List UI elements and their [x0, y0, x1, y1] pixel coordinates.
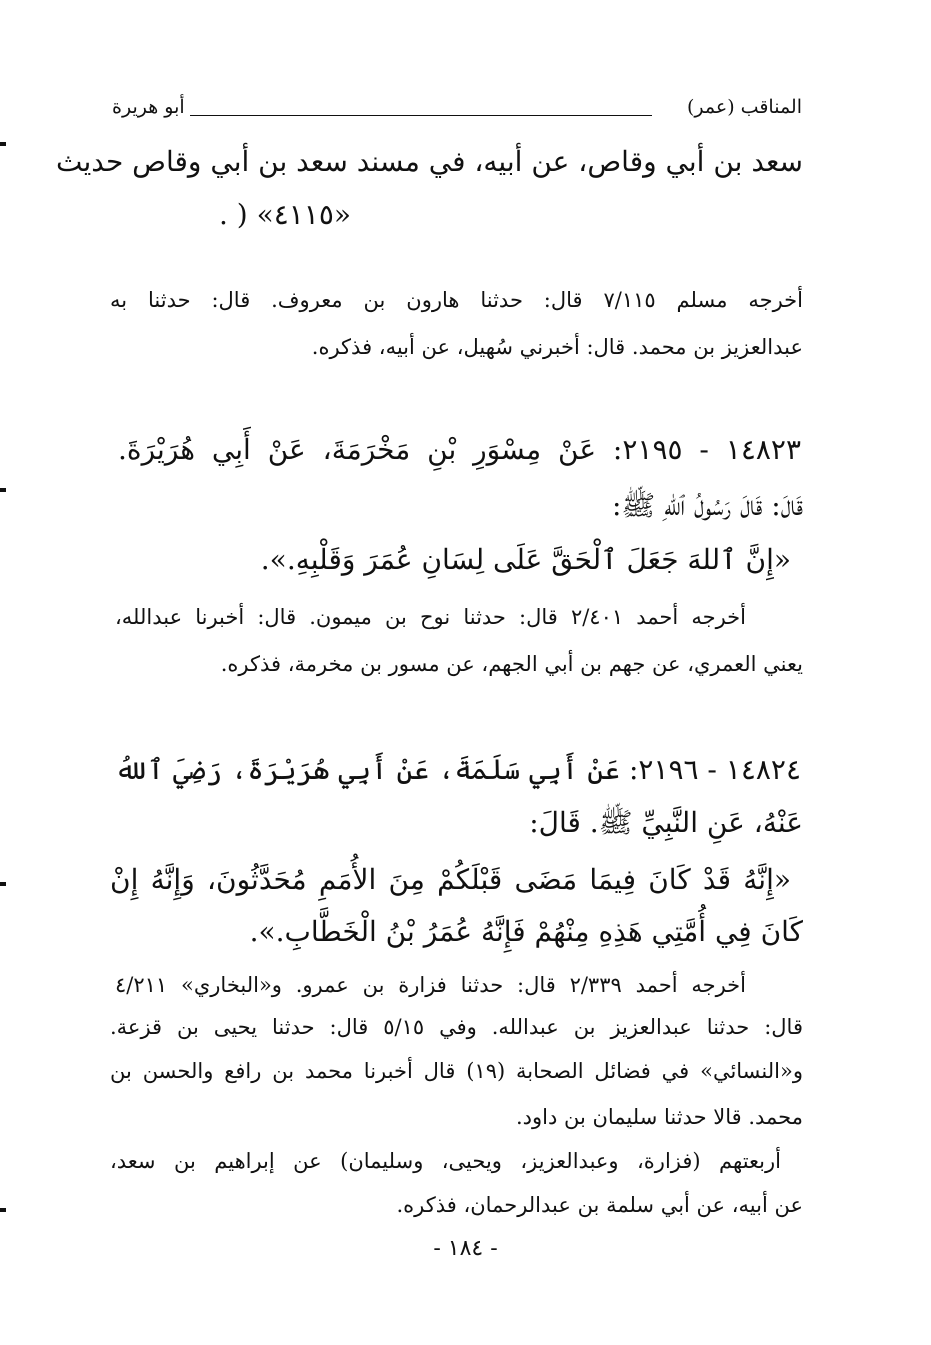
footnote-line: عن أبيه، عن أبي سلمة بن عبدالرحمان، فذكره. [396, 1193, 803, 1217]
footnote-line: قال: حدثنا عبدالعزيز بن عبدالله. وفي ٥/١٥ قال: حدثنا يحيى بن قزعة. [110, 1015, 803, 1039]
hadith-text: كَانَ فِي أُمَّتِي هَذِهِ مِنْهُمْ فَإِنَّهُ عُمَرُ بْنُ الْخَطَّابِ.». [249, 915, 803, 948]
scan-edge-mark [0, 488, 6, 492]
text-line: سعد بن أبي وقاص، عن أبيه، في مسند سعد بن أبي وقاص حديث [55, 145, 803, 178]
footnote-line: محمد. قالا حدثنا سليمان بن داود. [515, 1105, 803, 1129]
header-rule [190, 115, 652, 116]
scan-edge-mark [0, 1208, 6, 1212]
scan-edge-mark [0, 882, 6, 886]
footnote-line: أخرجه أحمد ٢/٣٣٩ قال: حدثنا فزارة بن عمرو. و«البخاري» ٤/٢١١ [115, 973, 746, 997]
text-line: قَالَ: قَالَ رَسُولُ ٱللهِ ﷺ: [611, 489, 803, 522]
text-line: عَنْهُ، عَنِ النَّبِيِّ ﷺ. قَالَ: [529, 806, 803, 839]
text-line: «٤١١٥» ( . [218, 198, 351, 231]
hadith-text: «إِنَّ ٱللهَ جَعَلَ ٱلْحَقَّ عَلَى لِسَانِ عُمَرَ وَقَلْبِهِ.». [260, 543, 791, 576]
hadith-heading: ١٤٨٢٤ - ٢١٩٦: عَنْ أَبِي سَلَمَةَ، عَنْ أَبِي هُرَيْرَةَ، رَضِيَ ٱللهُ [114, 753, 801, 786]
running-header [112, 96, 802, 128]
header-section-title: المناقب (عمر) [687, 96, 802, 118]
scan-edge-mark [0, 142, 6, 146]
hadith-heading: ١٤٨٢٣ - ٢١٩٥: عَنْ مِسْوَرِ بْنِ مَخْرَمَةَ، عَنْ أَبِي هُرَيْرَةَ. [118, 433, 801, 466]
footnote-line: عبدالعزيز بن محمد. قال: أخبرني سُهيل، عن أبيه، فذكره. [311, 335, 803, 359]
hadith-text: «إِنَّهُ قَدْ كَانَ فِيمَا مَضَى قَبْلَكُمْ مِنَ الأُمَمِ مُحَدَّثُونَ، وَإِنَّهُ إِنْ [110, 863, 791, 896]
footnote-line: أخرجه أحمد ٢/٤٠١ قال: حدثنا نوح بن ميمون. قال: أخبرنا عبدالله، [115, 605, 747, 629]
header-author: أبو هريرة [112, 96, 185, 118]
footnote-line: و«النسائي» في فضائل الصحابة (١٩) قال أخبرنا محمد بن رافع والحسن بن [110, 1059, 803, 1083]
footnote-line: يعني العمري، عن جهم بن أبي الجهم، عن مسور بن مخرمة، فذكره. [220, 652, 803, 676]
page-number: - ١٨٤ - [433, 1236, 498, 1261]
footnote-line: أربعتهم (فزارة، وعبدالعزيز، ويحيى، وسليمان) عن إبراهيم بن سعد، [110, 1149, 781, 1173]
footnote-line: أخرجه مسلم ٧/١١٥ قال: حدثنا هارون بن معروف. قال: حدثنا به [110, 288, 803, 312]
